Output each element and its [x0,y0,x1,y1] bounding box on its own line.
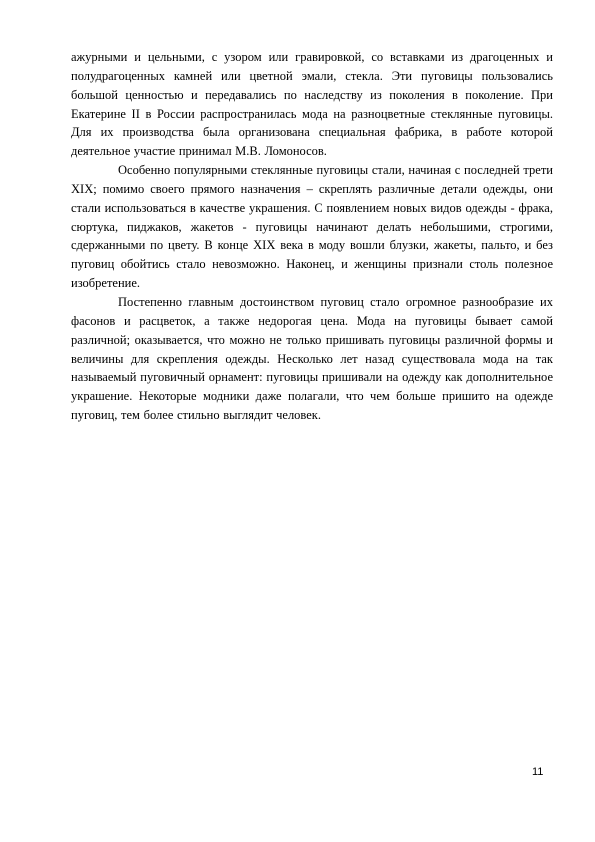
paragraph-button-variety: Постепенно главным достоинством пуговиц стало огромное разнообразие их фасонов и расцветок, а также недорогая цена. Мода на пуговицы бывает самой различной; оказывается, что можно не только пришивать пуговицы различной формы и величины для скрепления одежды. Несколько лет назад существовала мода на так называемый пуговичный орнамент: пуговицы пришивали на одежду как дополнительное украшение. Некоторые модники даже полагали, что чем больше пришито на одежде пуговиц, тем более стильно выглядит человек. [71,294,553,423]
paragraph-glass-buttons: Особенно популярными стеклянные пуговицы стали, начиная с последней трети XIX; помимо своего прямого назначения – скреплять различные детали одежды, они стали использоваться в качестве украшения. С появлением новых видов одежды - фрака, сюртука, пиджаков, жакетов - пуговицы начинают делать небольшими, строгими, сдержанными по цвету. В конце XIX века в моду вошли блузки, жакеты, пальто, и без пуговиц обойтись стало невозможно. Наконец, и женщины признали столь полезное изобретение. [71,163,553,291]
page-number: 11 [532,766,544,778]
body-text [71,48,553,425]
paragraph-continuation: ажурными и цельными, с узором или гравировкой, со вставками из драгоценных и полудрагоценных камней или цветной эмали, стекла. Эти пуговицы пользовались большой ценностью и передавались по наследству из поколения в поколение. При Екатерине II в России распространилась мода на разноцветные стеклянные пуговицы. Для их производства была организована специальная фабрика, в работе которой деятельное участие принимал М.В. Ломоносов. [71,50,553,159]
